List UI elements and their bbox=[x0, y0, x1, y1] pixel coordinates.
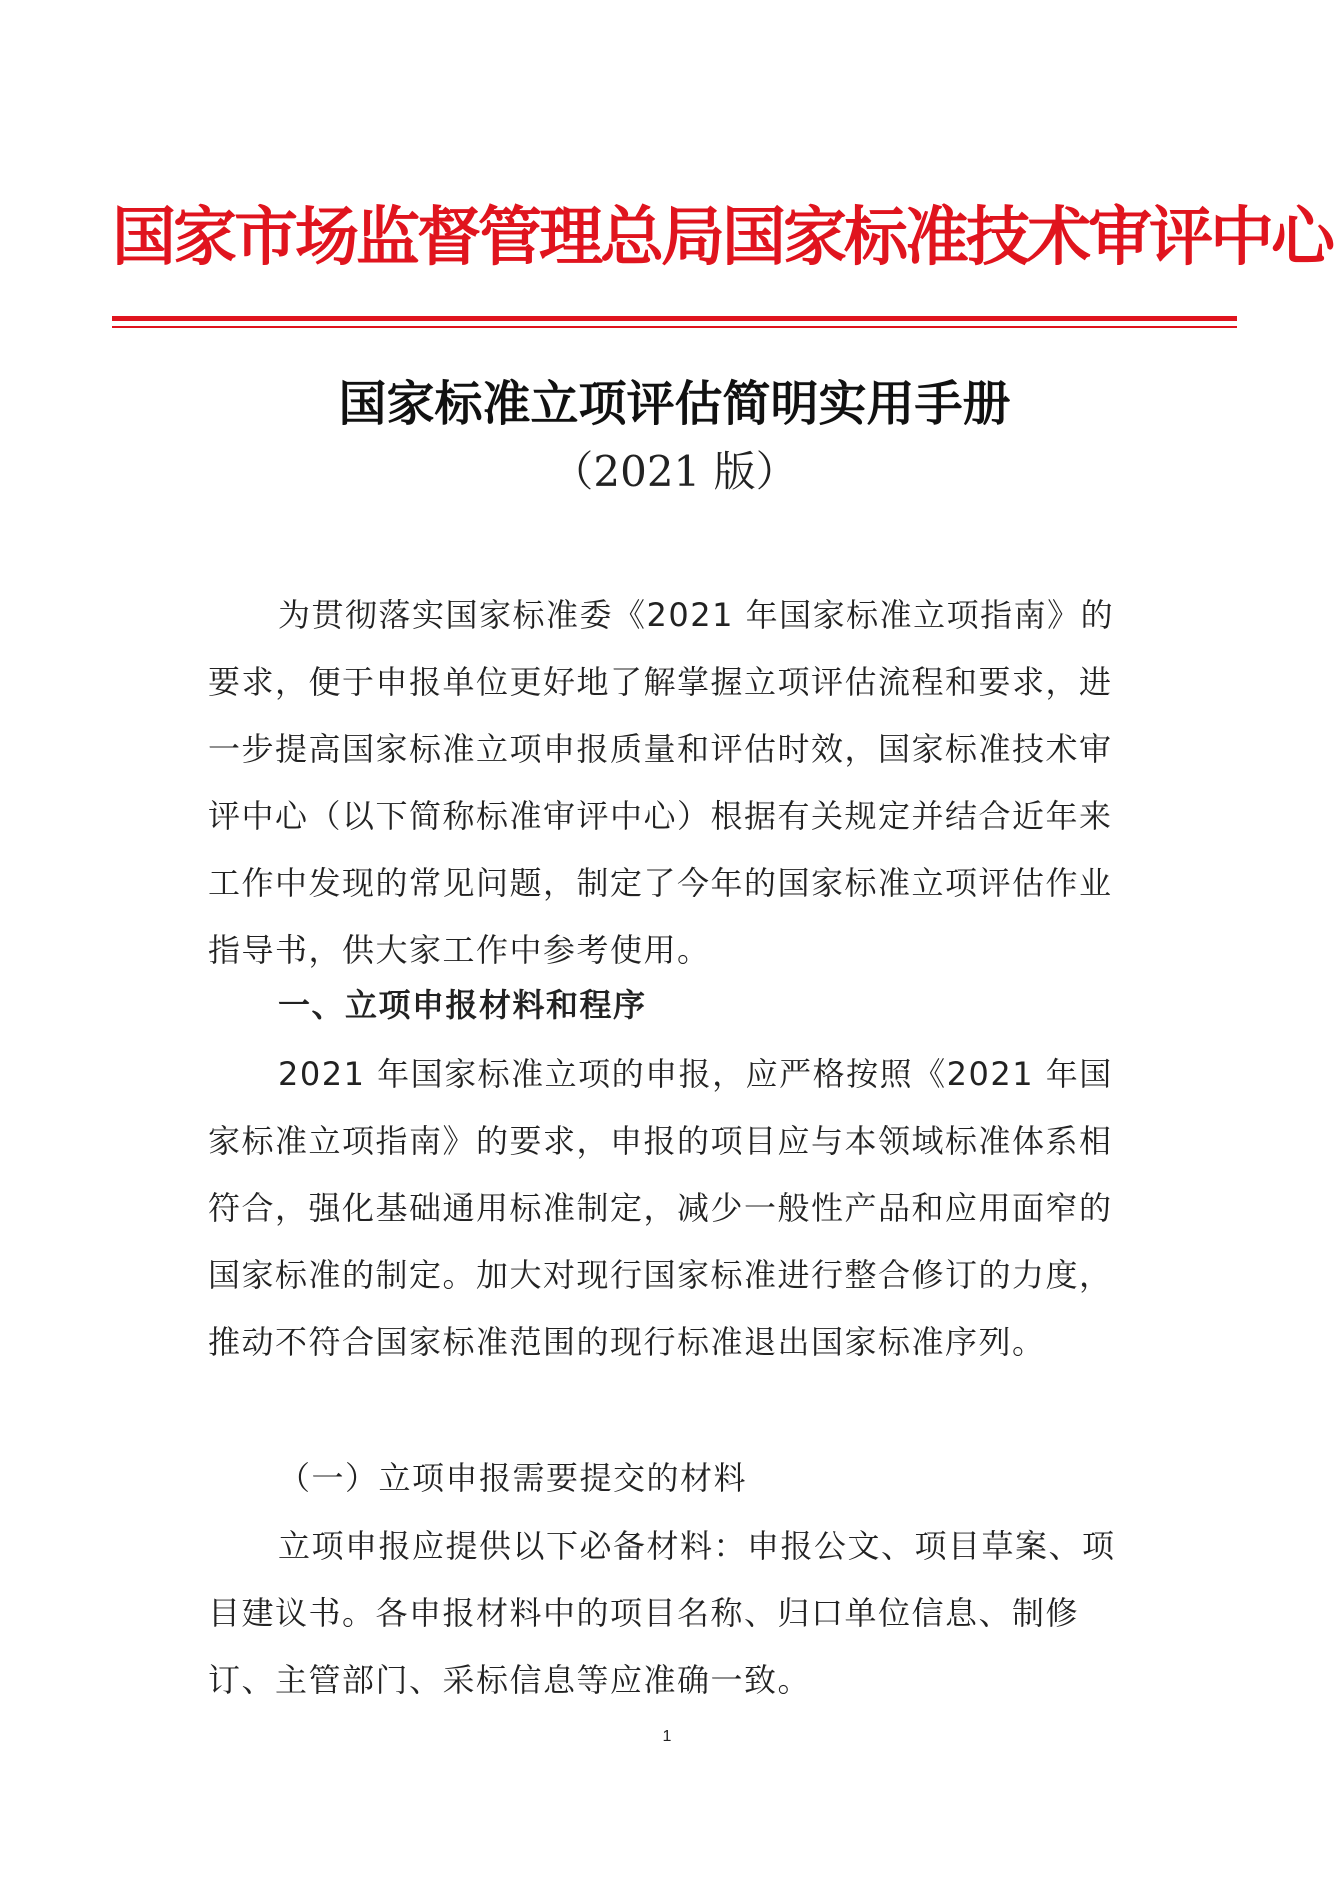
header-rule-thin bbox=[112, 326, 1237, 328]
subsection-1-paragraph: 立项申报应提供以下必备材料：申报公文、项目草案、项目建议书。各申报材料中的项目名称、归口单位信息、制修订、主管部门、采标信息等应准确一致。 bbox=[208, 1527, 1116, 1699]
organization-header: 国家市场监督管理总局国家标准技术审评中心 bbox=[112, 200, 1332, 275]
section-1-heading: 一、立项申报材料和程序 bbox=[278, 986, 647, 1024]
document-title: 国家标准立项评估简明实用手册 bbox=[338, 376, 1011, 432]
intro-paragraph: 为贯彻落实国家标准委《2021 年国家标准立项指南》的要求，便于申报单位更好地了解掌握立项评估流程和要求，进一步提高国家标准立项申报质量和评估时效，国家标准技术审评中心（以下简称标准审评中心）根据有关规定并结合近年来工作中发现的常见问题，制定了今年的国家标准立项评估作业指导书，供大家工作中参考使用。 bbox=[208, 596, 1115, 969]
header-rule-thick bbox=[112, 316, 1237, 321]
document-edition: （2021 版） bbox=[551, 447, 798, 496]
section-1-paragraph: 2021 年国家标准立项的申报，应严格按照《2021 年国家标准立项指南》的要求，申报的项目应与本领域标准体系相符合，强化基础通用标准制定，减少一般性产品和应用面窄的国家标准的制定。加大对现行国家标准进行整合修订的力度，推动不符合国家标准范围的现行标准退出国家标准序列。 bbox=[208, 1055, 1113, 1361]
page-number: 1 bbox=[662, 1728, 672, 1745]
subsection-1-heading: （一）立项申报需要提交的材料 bbox=[278, 1459, 748, 1497]
